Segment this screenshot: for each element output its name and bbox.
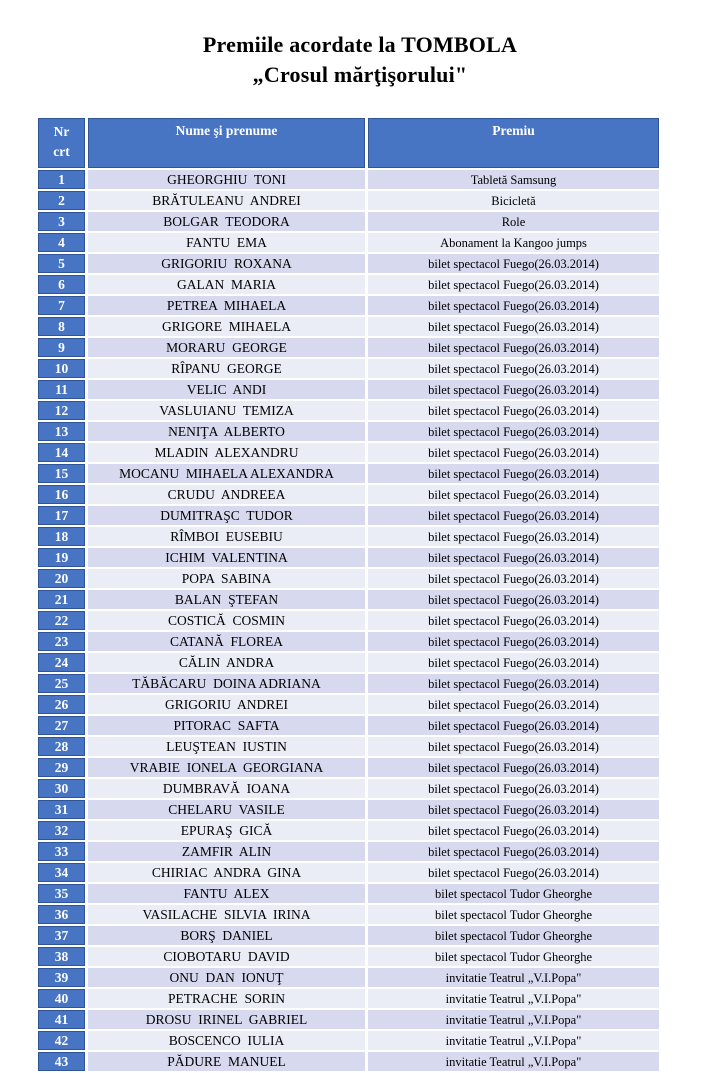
- prize-cell: bilet spectacol Fuego(26.03.2014): [368, 569, 659, 588]
- prize-cell: bilet spectacol Fuego(26.03.2014): [368, 863, 659, 882]
- name-cell: DUMBRAVĂ IOANA: [88, 779, 365, 798]
- table-row: [38, 758, 659, 777]
- name-cell: ONU DAN IONUŢ: [88, 968, 365, 987]
- row-number-cell: 3: [38, 212, 85, 231]
- prizes-table: [35, 116, 662, 1073]
- name-cell: CHELARU VASILE: [88, 800, 365, 819]
- table-body: [38, 170, 659, 1071]
- row-number-cell: 18: [38, 527, 85, 546]
- name-cell: GRIGORIU ROXANA: [88, 254, 365, 273]
- prize-cell: Bicicletă: [368, 191, 659, 210]
- name-cell: FANTU EMA: [88, 233, 365, 252]
- row-number-cell: 23: [38, 632, 85, 651]
- prize-cell: bilet spectacol Tudor Gheorghe: [368, 947, 659, 966]
- prize-cell: bilet spectacol Fuego(26.03.2014): [368, 800, 659, 819]
- prize-cell: Abonament la Kangoo jumps: [368, 233, 659, 252]
- table-row: [38, 779, 659, 798]
- table-row: [38, 632, 659, 651]
- prize-cell: bilet spectacol Fuego(26.03.2014): [368, 653, 659, 672]
- prize-cell: bilet spectacol Fuego(26.03.2014): [368, 737, 659, 756]
- name-cell: VRABIE IONELA GEORGIANA: [88, 758, 365, 777]
- table-row: [38, 338, 659, 357]
- name-cell: RÎMBOI EUSEBIU: [88, 527, 365, 546]
- prize-cell: bilet spectacol Fuego(26.03.2014): [368, 464, 659, 483]
- table-row: [38, 968, 659, 987]
- name-cell: VASLUIANU TEMIZA: [88, 401, 365, 420]
- prize-cell: invitatie Teatrul „V.I.Popa": [368, 968, 659, 987]
- document-page: [0, 30, 720, 1070]
- row-number-cell: 7: [38, 296, 85, 315]
- header-nr-line2: crt: [53, 144, 70, 159]
- row-number-cell: 17: [38, 506, 85, 525]
- row-number-cell: 5: [38, 254, 85, 273]
- name-cell: GHEORGHIU TONI: [88, 170, 365, 189]
- table-row: [38, 989, 659, 1008]
- row-number-cell: 19: [38, 548, 85, 567]
- prize-cell: bilet spectacol Fuego(26.03.2014): [368, 275, 659, 294]
- table-row: [38, 590, 659, 609]
- name-cell: VASILACHE SILVIA IRINA: [88, 905, 365, 924]
- name-cell: MLADIN ALEXANDRU: [88, 443, 365, 462]
- table-row: [38, 317, 659, 336]
- row-number-cell: 13: [38, 422, 85, 441]
- name-cell: BRĂTULEANU ANDREI: [88, 191, 365, 210]
- table-row: [38, 548, 659, 567]
- header-nr-line1: Nr: [53, 124, 70, 139]
- table-row: [38, 947, 659, 966]
- table-row: [38, 212, 659, 231]
- prize-cell: bilet spectacol Fuego(26.03.2014): [368, 338, 659, 357]
- prize-cell: bilet spectacol Fuego(26.03.2014): [368, 695, 659, 714]
- table-row: [38, 926, 659, 945]
- row-number-cell: 8: [38, 317, 85, 336]
- name-cell: NENIŢA ALBERTO: [88, 422, 365, 441]
- prize-cell: bilet spectacol Fuego(26.03.2014): [368, 401, 659, 420]
- table-row: [38, 1031, 659, 1050]
- row-number-cell: 41: [38, 1010, 85, 1029]
- row-number-cell: 12: [38, 401, 85, 420]
- name-cell: PETRACHE SORIN: [88, 989, 365, 1008]
- prize-cell: invitatie Teatrul „V.I.Popa": [368, 1010, 659, 1029]
- table-row: [38, 1010, 659, 1029]
- header-cell-name: Nume şi prenume: [88, 118, 365, 168]
- table-row: [38, 275, 659, 294]
- row-number-cell: 6: [38, 275, 85, 294]
- table-row: [38, 401, 659, 420]
- name-cell: CRUDU ANDREEA: [88, 485, 365, 504]
- name-cell: CATANĂ FLOREA: [88, 632, 365, 651]
- table-row: [38, 695, 659, 714]
- table-row: [38, 884, 659, 903]
- row-number-cell: 37: [38, 926, 85, 945]
- table-row: [38, 380, 659, 399]
- name-cell: BORŞ DANIEL: [88, 926, 365, 945]
- prize-cell: bilet spectacol Fuego(26.03.2014): [368, 359, 659, 378]
- table-row: [38, 842, 659, 861]
- prize-cell: invitatie Teatrul „V.I.Popa": [368, 1031, 659, 1050]
- table-row: [38, 191, 659, 210]
- row-number-cell: 22: [38, 611, 85, 630]
- document-title-line2: „Crosul mărţişorului": [252, 62, 468, 87]
- row-number-cell: 26: [38, 695, 85, 714]
- row-number-cell: 2: [38, 191, 85, 210]
- table-row: [38, 905, 659, 924]
- table-row: [38, 506, 659, 525]
- row-number-cell: 14: [38, 443, 85, 462]
- row-number-cell: 30: [38, 779, 85, 798]
- prize-cell: invitatie Teatrul „V.I.Popa": [368, 1052, 659, 1071]
- table-row: [38, 527, 659, 546]
- prize-cell: invitatie Teatrul „V.I.Popa": [368, 989, 659, 1008]
- prize-cell: bilet spectacol Fuego(26.03.2014): [368, 842, 659, 861]
- row-number-cell: 24: [38, 653, 85, 672]
- row-number-cell: 43: [38, 1052, 85, 1071]
- prize-cell: bilet spectacol Fuego(26.03.2014): [368, 317, 659, 336]
- prize-cell: bilet spectacol Fuego(26.03.2014): [368, 611, 659, 630]
- row-number-cell: 28: [38, 737, 85, 756]
- name-cell: TĂBĂCARU DOINA ADRIANA: [88, 674, 365, 693]
- row-number-cell: 34: [38, 863, 85, 882]
- name-cell: PĂDURE MANUEL: [88, 1052, 365, 1071]
- document-title-line1: Premiile acordate la TOMBOLA: [202, 32, 518, 57]
- prize-cell: bilet spectacol Tudor Gheorghe: [368, 926, 659, 945]
- header-cell-nr: [38, 118, 85, 168]
- table-row: [38, 170, 659, 189]
- prize-cell: bilet spectacol Fuego(26.03.2014): [368, 821, 659, 840]
- table-row: [38, 611, 659, 630]
- name-cell: GALAN MARIA: [88, 275, 365, 294]
- header-cell-prize: Premiu: [368, 118, 659, 168]
- name-cell: LEUŞTEAN IUSTIN: [88, 737, 365, 756]
- name-cell: POPA SABINA: [88, 569, 365, 588]
- table-row: [38, 821, 659, 840]
- name-cell: EPURAŞ GICĂ: [88, 821, 365, 840]
- prize-cell: bilet spectacol Tudor Gheorghe: [368, 884, 659, 903]
- row-number-cell: 1: [38, 170, 85, 189]
- row-number-cell: 20: [38, 569, 85, 588]
- table-row: [38, 422, 659, 441]
- name-cell: GRIGORE MIHAELA: [88, 317, 365, 336]
- table-row: [38, 569, 659, 588]
- name-cell: VELIC ANDI: [88, 380, 365, 399]
- row-number-cell: 35: [38, 884, 85, 903]
- row-number-cell: 15: [38, 464, 85, 483]
- prize-cell: bilet spectacol Fuego(26.03.2014): [368, 590, 659, 609]
- row-number-cell: 32: [38, 821, 85, 840]
- name-cell: DUMITRAŞC TUDOR: [88, 506, 365, 525]
- table-row: [38, 296, 659, 315]
- name-cell: PETREA MIHAELA: [88, 296, 365, 315]
- table-row: [38, 233, 659, 252]
- prize-cell: bilet spectacol Fuego(26.03.2014): [368, 422, 659, 441]
- header-row: [38, 118, 659, 168]
- name-cell: CĂLIN ANDRA: [88, 653, 365, 672]
- table-row: [38, 464, 659, 483]
- prize-cell: bilet spectacol Fuego(26.03.2014): [368, 443, 659, 462]
- table-row: [38, 737, 659, 756]
- prize-cell: bilet spectacol Fuego(26.03.2014): [368, 716, 659, 735]
- table-row: [38, 485, 659, 504]
- row-number-cell: 10: [38, 359, 85, 378]
- name-cell: FANTU ALEX: [88, 884, 365, 903]
- prize-cell: Tabletă Samsung: [368, 170, 659, 189]
- name-cell: BOLGAR TEODORA: [88, 212, 365, 231]
- row-number-cell: 11: [38, 380, 85, 399]
- row-number-cell: 4: [38, 233, 85, 252]
- prize-cell: bilet spectacol Fuego(26.03.2014): [368, 380, 659, 399]
- table-header: [38, 118, 659, 168]
- row-number-cell: 36: [38, 905, 85, 924]
- row-number-cell: 27: [38, 716, 85, 735]
- name-cell: CIOBOTARU DAVID: [88, 947, 365, 966]
- table-row: [38, 800, 659, 819]
- prize-cell: bilet spectacol Fuego(26.03.2014): [368, 758, 659, 777]
- name-cell: BALAN ŞTEFAN: [88, 590, 365, 609]
- name-cell: BOSCENCO IULIA: [88, 1031, 365, 1050]
- name-cell: DROSU IRINEL GABRIEL: [88, 1010, 365, 1029]
- name-cell: MORARU GEORGE: [88, 338, 365, 357]
- name-cell: CHIRIAC ANDRA GINA: [88, 863, 365, 882]
- row-number-cell: 38: [38, 947, 85, 966]
- name-cell: MOCANU MIHAELA ALEXANDRA: [88, 464, 365, 483]
- row-number-cell: 33: [38, 842, 85, 861]
- prize-cell: bilet spectacol Fuego(26.03.2014): [368, 548, 659, 567]
- row-number-cell: 42: [38, 1031, 85, 1050]
- prize-cell: bilet spectacol Tudor Gheorghe: [368, 905, 659, 924]
- row-number-cell: 39: [38, 968, 85, 987]
- row-number-cell: 31: [38, 800, 85, 819]
- prize-cell: bilet spectacol Fuego(26.03.2014): [368, 674, 659, 693]
- table-row: [38, 443, 659, 462]
- prize-cell: bilet spectacol Fuego(26.03.2014): [368, 779, 659, 798]
- prize-cell: bilet spectacol Fuego(26.03.2014): [368, 506, 659, 525]
- prize-cell: bilet spectacol Fuego(26.03.2014): [368, 296, 659, 315]
- name-cell: COSTICĂ COSMIN: [88, 611, 365, 630]
- prize-cell: bilet spectacol Fuego(26.03.2014): [368, 527, 659, 546]
- row-number-cell: 16: [38, 485, 85, 504]
- row-number-cell: 40: [38, 989, 85, 1008]
- row-number-cell: 29: [38, 758, 85, 777]
- name-cell: GRIGORIU ANDREI: [88, 695, 365, 714]
- prize-cell: bilet spectacol Fuego(26.03.2014): [368, 254, 659, 273]
- row-number-cell: 25: [38, 674, 85, 693]
- table-row: [38, 1052, 659, 1071]
- name-cell: ICHIM VALENTINA: [88, 548, 365, 567]
- table-row: [38, 863, 659, 882]
- name-cell: PITORAC SAFTA: [88, 716, 365, 735]
- name-cell: RÎPANU GEORGE: [88, 359, 365, 378]
- document-title: [0, 30, 720, 90]
- row-number-cell: 9: [38, 338, 85, 357]
- table-row: [38, 674, 659, 693]
- prize-cell: Role: [368, 212, 659, 231]
- prize-cell: bilet spectacol Fuego(26.03.2014): [368, 485, 659, 504]
- table-row: [38, 359, 659, 378]
- table-row: [38, 716, 659, 735]
- name-cell: ZAMFIR ALIN: [88, 842, 365, 861]
- table-row: [38, 653, 659, 672]
- prize-cell: bilet spectacol Fuego(26.03.2014): [368, 632, 659, 651]
- row-number-cell: 21: [38, 590, 85, 609]
- table-row: [38, 254, 659, 273]
